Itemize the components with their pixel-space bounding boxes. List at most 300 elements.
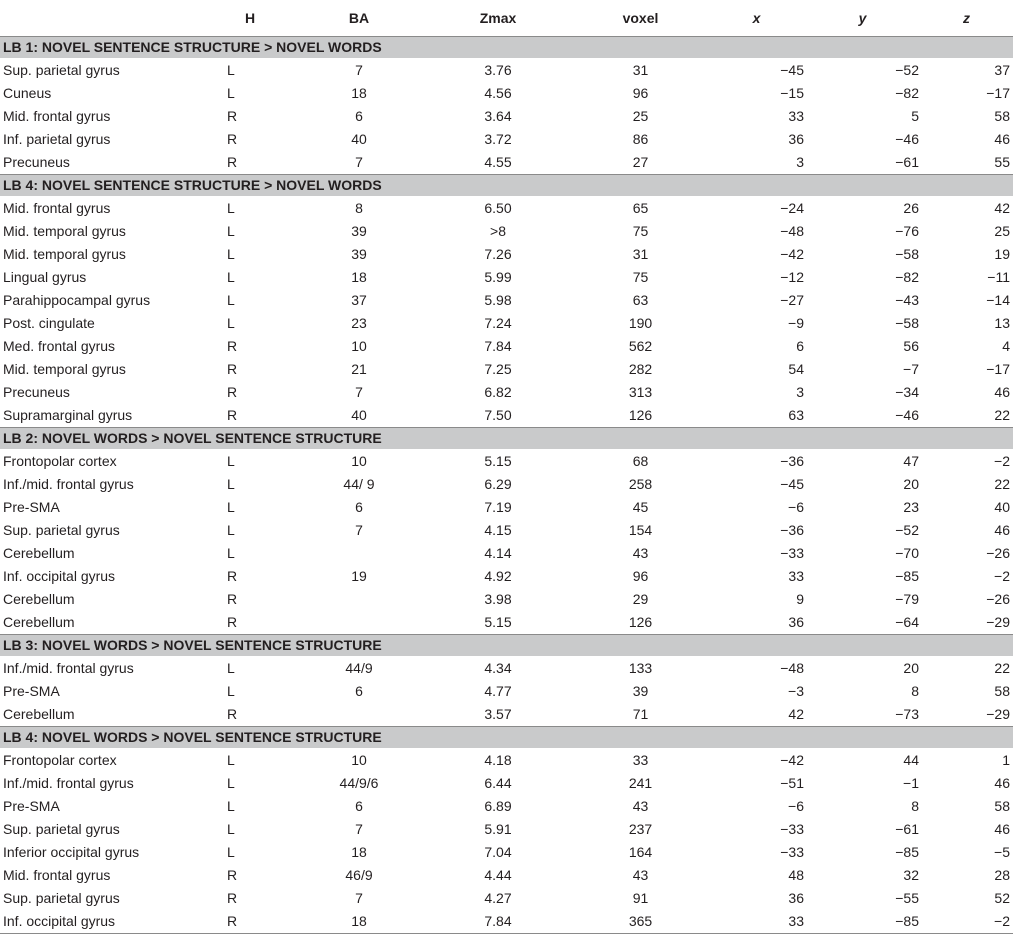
- brodmann-area-cell: 10: [351, 752, 367, 768]
- zmax-cell: 7.84: [484, 338, 512, 354]
- x-coord-cell: −48: [780, 660, 804, 676]
- hemisphere-cell: L: [227, 269, 235, 285]
- table-row: [0, 542, 1013, 565]
- table-row: [0, 220, 1013, 243]
- y-coord-cell: −64: [895, 614, 919, 630]
- section-header-row: [0, 36, 1013, 58]
- zmax-cell: 7.04: [484, 844, 512, 860]
- hemisphere-cell: L: [227, 821, 235, 837]
- x-coord-cell: −33: [780, 821, 804, 837]
- region-cell: Cerebellum: [3, 706, 75, 722]
- y-coord-cell: 47: [903, 453, 919, 469]
- x-coord-cell: −51: [780, 775, 804, 791]
- voxel-cell: 75: [632, 269, 649, 285]
- x-coord-cell: −24: [780, 200, 804, 216]
- voxel-cell: 126: [628, 614, 653, 630]
- section-title: LB 4: NOVEL WORDS > NOVEL SENTENCE STRUCTURE: [0, 726, 1013, 748]
- y-coord-cell: 23: [903, 499, 919, 515]
- voxel-cell: 86: [632, 131, 649, 147]
- z-coord-cell: −11: [987, 269, 1010, 285]
- table-row: [0, 748, 1013, 772]
- x-coord-cell: 3: [796, 154, 804, 170]
- hemisphere-cell: R: [227, 154, 238, 170]
- z-coord-cell: 1: [1002, 752, 1010, 768]
- x-coord-cell: −42: [780, 246, 804, 262]
- brodmann-area-cell: 7: [355, 384, 363, 400]
- x-coord-cell: −42: [780, 752, 804, 768]
- table-header: [0, 0, 1013, 36]
- section-title: LB 3: NOVEL WORDS > NOVEL SENTENCE STRUCTURE: [0, 634, 1013, 656]
- region-cell: Pre-SMA: [3, 798, 60, 814]
- hemisphere-cell: L: [227, 522, 235, 538]
- brodmann-area-cell: 18: [351, 269, 367, 285]
- zmax-cell: 3.76: [484, 62, 512, 78]
- x-coord-cell: −36: [780, 522, 804, 538]
- z-coord-cell: −14: [986, 292, 1010, 308]
- header-z: z: [920, 0, 1013, 36]
- z-coord-cell: −26: [986, 591, 1010, 607]
- brodmann-area-cell: [295, 542, 423, 565]
- zmax-cell: 5.99: [484, 269, 512, 285]
- voxel-cell: 71: [632, 706, 649, 722]
- zmax-cell: 4.55: [484, 154, 512, 170]
- hemisphere-cell: R: [227, 407, 238, 423]
- table-row: [0, 588, 1013, 611]
- hemisphere-cell: R: [205, 910, 295, 934]
- y-coord-cell: −46: [895, 131, 919, 147]
- y-coord-cell: 26: [903, 200, 919, 216]
- x-coord-cell: 63: [788, 407, 804, 423]
- header-zmax: Zmax: [423, 0, 573, 36]
- y-coord-cell: −43: [895, 292, 919, 308]
- table-row: [0, 703, 1013, 727]
- hemisphere-cell: R: [227, 108, 238, 124]
- region-cell: Frontopolar cortex: [3, 752, 117, 768]
- z-coord-cell: 25: [994, 223, 1010, 239]
- z-coord-cell: −17: [986, 85, 1010, 101]
- brodmann-area-cell: 6: [355, 108, 363, 124]
- voxel-cell: 27: [632, 154, 649, 170]
- table-row: [0, 772, 1013, 795]
- table-row: [0, 151, 1013, 175]
- header-voxel: voxel: [573, 0, 708, 36]
- hemisphere-cell: L: [227, 476, 235, 492]
- brodmann-area-cell: 21: [351, 361, 367, 377]
- brodmann-area-cell: 7: [355, 821, 363, 837]
- x-coord-cell: 33: [788, 108, 804, 124]
- voxel-cell: 63: [632, 292, 649, 308]
- x-coord-cell: 36: [788, 131, 804, 147]
- hemisphere-cell: L: [227, 660, 235, 676]
- brodmann-area-cell: 39: [351, 223, 367, 239]
- table-row: [0, 381, 1013, 404]
- voxel-cell: 43: [632, 867, 649, 883]
- table-row: [0, 841, 1013, 864]
- voxel-cell: 365: [573, 910, 708, 934]
- brodmann-area-cell: 6: [355, 683, 363, 699]
- hemisphere-cell: L: [227, 453, 235, 469]
- voxel-cell: 39: [632, 683, 649, 699]
- y-coord-cell: −58: [895, 246, 919, 262]
- zmax-cell: 7.26: [484, 246, 512, 262]
- x-coord-cell: −33: [780, 844, 804, 860]
- x-coord-cell: 6: [796, 338, 804, 354]
- brodmann-area-cell: 10: [351, 453, 367, 469]
- y-coord-cell: −85: [805, 910, 920, 934]
- zmax-cell: 7.50: [484, 407, 512, 423]
- x-coord-cell: −9: [788, 315, 804, 331]
- z-coord-cell: −2: [920, 910, 1013, 934]
- brodmann-area-cell: 6: [355, 798, 363, 814]
- hemisphere-cell: R: [227, 890, 238, 906]
- hemisphere-cell: L: [227, 798, 235, 814]
- hemisphere-cell: R: [227, 706, 238, 722]
- zmax-cell: 5.91: [484, 821, 512, 837]
- table-row: [0, 519, 1013, 542]
- z-coord-cell: 22: [994, 660, 1010, 676]
- hemisphere-cell: R: [227, 867, 238, 883]
- table-row: [0, 243, 1013, 266]
- voxel-cell: 75: [632, 223, 649, 239]
- voxel-cell: 91: [632, 890, 649, 906]
- hemisphere-cell: L: [227, 200, 235, 216]
- zmax-cell: 6.44: [484, 775, 512, 791]
- table-row: [0, 82, 1013, 105]
- brodmann-area-cell: 44/9: [345, 660, 373, 676]
- y-coord-cell: −61: [895, 821, 919, 837]
- z-coord-cell: 58: [994, 798, 1010, 814]
- region-cell: Supramarginal gyrus: [3, 407, 133, 423]
- y-coord-cell: 5: [911, 108, 919, 124]
- z-coord-cell: 28: [994, 867, 1010, 883]
- region-cell: Cerebellum: [3, 614, 75, 630]
- zmax-cell: 3.72: [484, 131, 512, 147]
- voxel-cell: 33: [632, 752, 649, 768]
- region-cell: Mid. frontal gyrus: [3, 200, 111, 216]
- x-coord-cell: −15: [780, 85, 804, 101]
- table-row: [0, 887, 1013, 910]
- y-coord-cell: 8: [911, 798, 919, 814]
- table-row: [0, 196, 1013, 220]
- region-cell: Sup. parietal gyrus: [3, 890, 120, 906]
- y-coord-cell: −58: [895, 315, 919, 331]
- y-coord-cell: 20: [903, 476, 919, 492]
- z-coord-cell: 46: [994, 522, 1010, 538]
- zmax-cell: 6.29: [484, 476, 512, 492]
- x-coord-cell: 48: [788, 867, 804, 883]
- y-coord-cell: −7: [903, 361, 919, 377]
- zmax-cell: 3.64: [484, 108, 512, 124]
- voxel-cell: 31: [632, 246, 649, 262]
- y-coord-cell: 8: [911, 683, 919, 699]
- zmax-cell: 3.57: [484, 706, 512, 722]
- hemisphere-cell: L: [227, 499, 235, 515]
- y-coord-cell: −76: [895, 223, 919, 239]
- region-cell: Inf. occipital gyrus: [3, 568, 116, 584]
- x-coord-cell: −6: [788, 798, 804, 814]
- header-region: [0, 0, 205, 36]
- region-cell: Parahippocampal gyrus: [3, 292, 151, 308]
- z-coord-cell: −17: [986, 361, 1010, 377]
- y-coord-cell: −46: [895, 407, 919, 423]
- z-coord-cell: 22: [994, 407, 1010, 423]
- table-row: [0, 473, 1013, 496]
- voxel-cell: 190: [628, 315, 653, 331]
- zmax-cell: 7.84: [423, 910, 573, 934]
- brodmann-area-cell: 23: [351, 315, 367, 331]
- z-coord-cell: −29: [986, 614, 1010, 630]
- hemisphere-cell: R: [227, 361, 238, 377]
- section-header-row: [0, 174, 1013, 196]
- brodmann-area-cell: [295, 703, 423, 727]
- table-row: [0, 404, 1013, 428]
- voxel-cell: 31: [632, 62, 649, 78]
- z-coord-cell: 46: [994, 384, 1010, 400]
- brodmann-area-cell: [295, 588, 423, 611]
- zmax-cell: 4.44: [484, 867, 512, 883]
- y-coord-cell: −52: [895, 62, 919, 78]
- z-coord-cell: 42: [994, 200, 1010, 216]
- hemisphere-cell: R: [227, 614, 238, 630]
- table-row: [0, 289, 1013, 312]
- table-body: [0, 36, 1013, 933]
- zmax-cell: 5.98: [484, 292, 512, 308]
- voxel-cell: 43: [632, 545, 649, 561]
- brodmann-area-cell: 7: [355, 62, 363, 78]
- brodmann-area-cell: 44/9/6: [339, 775, 379, 791]
- region-cell: Cerebellum: [3, 591, 75, 607]
- voxel-cell: 562: [628, 338, 653, 354]
- zmax-cell: 6.50: [484, 200, 512, 216]
- z-coord-cell: 37: [994, 62, 1010, 78]
- y-coord-cell: 20: [903, 660, 919, 676]
- z-coord-cell: 4: [1002, 338, 1010, 354]
- table-row: [0, 611, 1013, 635]
- brodmann-area-cell: 8: [355, 200, 363, 216]
- region-cell: Post. cingulate: [3, 315, 95, 331]
- header-hemisphere: H: [205, 0, 295, 36]
- brodmann-area-cell: 40: [351, 407, 367, 423]
- zmax-cell: 4.34: [484, 660, 512, 676]
- header-row: [0, 0, 1013, 36]
- voxel-cell: 65: [632, 200, 649, 216]
- brodmann-area-cell: 7: [355, 154, 363, 170]
- zmax-cell: 4.18: [484, 752, 512, 768]
- brodmann-area-cell: 7: [355, 890, 363, 906]
- section-title: LB 4: NOVEL SENTENCE STRUCTURE > NOVEL WORDS: [0, 174, 1013, 196]
- z-coord-cell: 58: [994, 683, 1010, 699]
- x-coord-cell: 9: [796, 591, 804, 607]
- x-coord-cell: −6: [788, 499, 804, 515]
- y-coord-cell: −73: [895, 706, 919, 722]
- brodmann-area-cell: 18: [351, 844, 367, 860]
- voxel-cell: 282: [628, 361, 653, 377]
- x-coord-cell: −3: [788, 683, 804, 699]
- region-cell: Sup. parietal gyrus: [3, 522, 120, 538]
- voxel-cell: 29: [632, 591, 649, 607]
- z-coord-cell: −2: [994, 453, 1010, 469]
- z-coord-cell: −5: [994, 844, 1010, 860]
- x-coord-cell: −12: [780, 269, 804, 285]
- z-coord-cell: 55: [994, 154, 1010, 170]
- hemisphere-cell: R: [227, 131, 238, 147]
- x-coord-cell: −36: [780, 453, 804, 469]
- voxel-cell: 241: [628, 775, 653, 791]
- z-coord-cell: 46: [994, 821, 1010, 837]
- z-coord-cell: −29: [986, 706, 1010, 722]
- hemisphere-cell: L: [227, 775, 235, 791]
- brodmann-area-cell: 40: [351, 131, 367, 147]
- region-cell: Sup. parietal gyrus: [3, 821, 120, 837]
- region-cell: Mid. temporal gyrus: [3, 246, 126, 262]
- hemisphere-cell: R: [227, 591, 238, 607]
- table-row: [0, 128, 1013, 151]
- region-cell: Frontopolar cortex: [3, 453, 117, 469]
- region-cell: Inf./mid. frontal gyrus: [3, 476, 134, 492]
- brodmann-area-cell: 6: [355, 499, 363, 515]
- zmax-cell: 4.56: [484, 85, 512, 101]
- hemisphere-cell: L: [227, 844, 235, 860]
- hemisphere-cell: L: [227, 292, 235, 308]
- table-row: [0, 565, 1013, 588]
- region-cell: Precuneus: [3, 384, 70, 400]
- table-row: [0, 358, 1013, 381]
- voxel-cell: 154: [628, 522, 653, 538]
- table-row: [0, 335, 1013, 358]
- region-cell: Lingual gyrus: [3, 269, 87, 285]
- voxel-cell: 25: [632, 108, 649, 124]
- brodmann-area-cell: 18: [295, 910, 423, 934]
- brodmann-area-cell: [295, 611, 423, 635]
- brodmann-area-cell: 10: [351, 338, 367, 354]
- table-row: [0, 105, 1013, 128]
- y-coord-cell: 56: [903, 338, 919, 354]
- zmax-cell: 4.92: [484, 568, 512, 584]
- table-row: [0, 864, 1013, 887]
- brodmann-area-cell: 39: [351, 246, 367, 262]
- z-coord-cell: 46: [994, 131, 1010, 147]
- table-row: [0, 312, 1013, 335]
- zmax-cell: 3.98: [484, 591, 512, 607]
- table-row: [0, 795, 1013, 818]
- hemisphere-cell: R: [227, 384, 238, 400]
- table-row: [0, 656, 1013, 680]
- y-coord-cell: −52: [895, 522, 919, 538]
- z-coord-cell: 13: [994, 315, 1010, 331]
- y-coord-cell: −79: [895, 591, 919, 607]
- x-coord-cell: 3: [796, 384, 804, 400]
- y-coord-cell: −70: [895, 545, 919, 561]
- region-cell: Mid. temporal gyrus: [3, 223, 126, 239]
- y-coord-cell: −1: [903, 775, 919, 791]
- zmax-cell: 5.15: [484, 614, 512, 630]
- section-title: LB 2: NOVEL WORDS > NOVEL SENTENCE STRUCTURE: [0, 427, 1013, 449]
- x-coord-cell: 36: [788, 614, 804, 630]
- region-cell: Mid. temporal gyrus: [3, 361, 126, 377]
- header-y: y: [805, 0, 920, 36]
- y-coord-cell: −55: [895, 890, 919, 906]
- y-coord-cell: −82: [895, 85, 919, 101]
- z-coord-cell: −2: [994, 568, 1010, 584]
- z-coord-cell: 40: [994, 499, 1010, 515]
- x-coord-cell: −48: [780, 223, 804, 239]
- zmax-cell: 7.24: [484, 315, 512, 331]
- x-coord-cell: 33: [708, 910, 805, 934]
- table-row: [0, 496, 1013, 519]
- zmax-cell: 4.27: [484, 890, 512, 906]
- voxel-cell: 164: [628, 844, 653, 860]
- table-row: [0, 58, 1013, 82]
- header-brodmann-area: BA: [295, 0, 423, 36]
- region-cell: Mid. frontal gyrus: [3, 867, 111, 883]
- z-coord-cell: −26: [986, 545, 1010, 561]
- hemisphere-cell: L: [227, 223, 235, 239]
- section-header-row: [0, 427, 1013, 449]
- voxel-cell: 96: [632, 85, 649, 101]
- zmax-cell: 6.82: [484, 384, 512, 400]
- region-cell: Cuneus: [3, 85, 52, 101]
- x-coord-cell: 33: [788, 568, 804, 584]
- y-coord-cell: −34: [895, 384, 919, 400]
- x-coord-cell: −45: [780, 476, 804, 492]
- region-cell: Pre-SMA: [3, 683, 60, 699]
- region-cell: Inf./mid. frontal gyrus: [3, 660, 134, 676]
- zmax-cell: 7.19: [484, 499, 512, 515]
- zmax-cell: >8: [490, 223, 506, 239]
- voxel-cell: 258: [628, 476, 653, 492]
- zmax-cell: 4.14: [484, 545, 512, 561]
- section-header-row: [0, 726, 1013, 748]
- brodmann-area-cell: 37: [351, 292, 367, 308]
- hemisphere-cell: L: [227, 85, 235, 101]
- zmax-cell: 7.25: [484, 361, 512, 377]
- zmax-cell: 4.77: [484, 683, 512, 699]
- x-coord-cell: −27: [780, 292, 804, 308]
- brodmann-area-cell: 44/ 9: [343, 476, 375, 492]
- section-header-row: [0, 634, 1013, 656]
- hemisphere-cell: L: [227, 752, 235, 768]
- zmax-cell: 4.15: [484, 522, 512, 538]
- brodmann-area-cell: 19: [351, 568, 367, 584]
- region-cell: Inf. occipital gyrus: [0, 910, 205, 934]
- z-coord-cell: 52: [994, 890, 1010, 906]
- z-coord-cell: 19: [994, 246, 1010, 262]
- voxel-cell: 237: [628, 821, 653, 837]
- table-row: [0, 818, 1013, 841]
- hemisphere-cell: R: [227, 338, 238, 354]
- zmax-cell: 5.15: [484, 453, 512, 469]
- brodmann-area-cell: 18: [351, 85, 367, 101]
- hemisphere-cell: L: [227, 246, 235, 262]
- x-coord-cell: 54: [788, 361, 804, 377]
- region-cell: Precuneus: [3, 154, 70, 170]
- region-cell: Inferior occipital gyrus: [3, 844, 140, 860]
- region-cell: Inf. parietal gyrus: [3, 131, 111, 147]
- voxel-cell: 133: [628, 660, 653, 676]
- region-cell: Med. frontal gyrus: [3, 338, 116, 354]
- x-coord-cell: −33: [780, 545, 804, 561]
- region-cell: Sup. parietal gyrus: [3, 62, 120, 78]
- x-coord-cell: 42: [788, 706, 804, 722]
- voxel-cell: 43: [632, 798, 649, 814]
- y-coord-cell: −85: [895, 568, 919, 584]
- brodmann-area-cell: 46/9: [345, 867, 373, 883]
- header-x: x: [708, 0, 805, 36]
- y-coord-cell: −82: [895, 269, 919, 285]
- z-coord-cell: 46: [994, 775, 1010, 791]
- z-coord-cell: 58: [994, 108, 1010, 124]
- voxel-cell: 96: [632, 568, 649, 584]
